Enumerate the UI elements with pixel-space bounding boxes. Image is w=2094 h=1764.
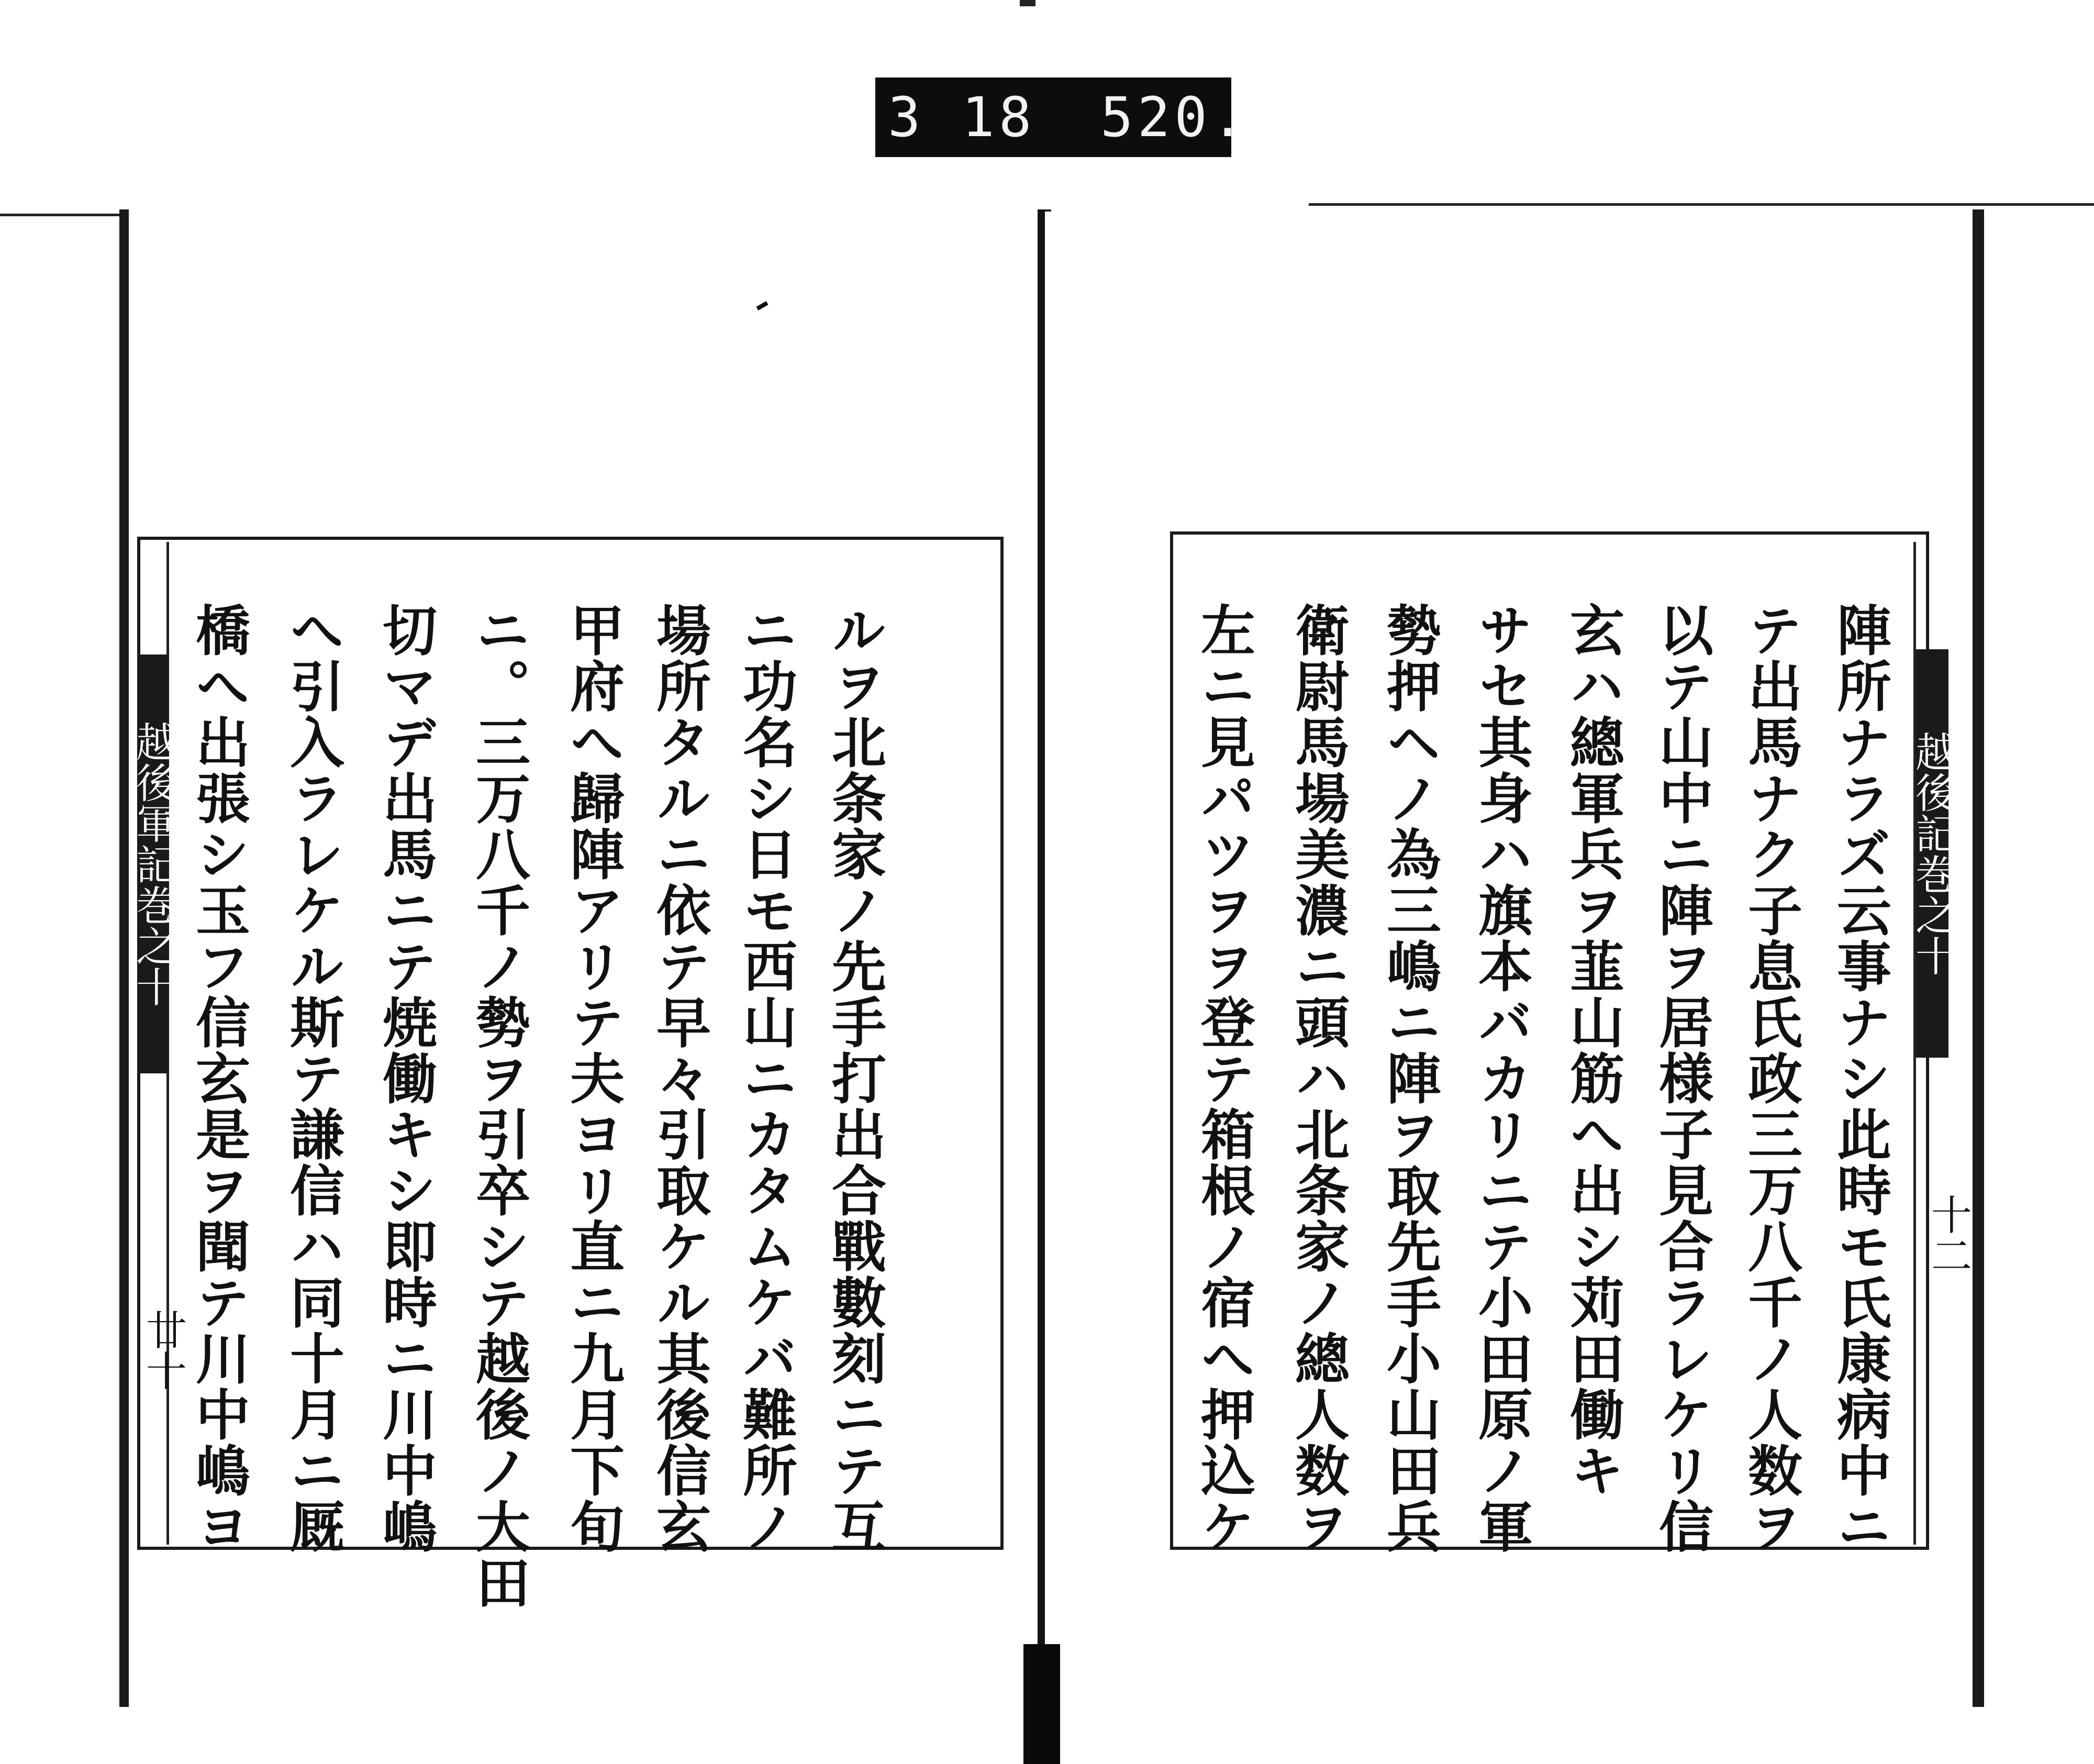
right-column-8: 左ニ見パツヲヲ登テ箱根ノ宿へ押込ケ — [1191, 602, 1256, 1555]
left-chapter-title: 越後軍記巻之十 — [129, 721, 176, 1007]
stamp-right-number: 520. — [1100, 85, 1249, 149]
right-column-5: サセ其身ハ旗本バカリニテ小田原ノ軍 — [1469, 602, 1533, 1555]
left-column-5: ニ。三万八千ノ勢ヲ引卒シテ越後ノ大田 — [466, 602, 531, 1611]
left-column-3: 場所タルニ依テ早々引取ケル其後信玄 — [647, 602, 711, 1555]
right-column-2: テ出馬ナク子息氏政三万八千ノ人数ヲ — [1739, 602, 1803, 1555]
spine-binding-block — [1023, 1644, 1060, 1764]
left-column-4: 甲府へ歸陣アリテ夫ヨリ直ニ九月下旬 — [561, 602, 625, 1555]
right-text-frame — [1170, 531, 1929, 1550]
book-spine — [1038, 209, 1045, 1764]
right-column-1: 陣所ナラズ云事ナシ此時モ氏康病中ニ — [1828, 602, 1892, 1555]
right-column-6: 勢押ヘノ為三嶋ニ陣ヲ取先手小山田兵 — [1377, 602, 1442, 1555]
right-leaf-number: 十二 — [1924, 1194, 1972, 1275]
right-chapter-title: 越後記巻之十 — [1909, 731, 1956, 976]
left-column-6: 切マデ出馬ニテ焼働キシ即時ニ川中嶋 — [373, 602, 438, 1555]
left-column-2: ニ功名シ日モ西山ニカタムケバ難所ノ — [733, 602, 798, 1555]
left-chapter-tab — [129, 654, 176, 1073]
right-column-3: 以テ山中ニ陣ヲ居様子見合ラレケリ信 — [1650, 602, 1714, 1555]
top-rule-right — [1309, 203, 2094, 206]
top-edge-mark — [1020, 0, 1035, 6]
right-column-7: 衛尉馬場美濃ニ頭ハ北条家ノ總人数ヲ — [1286, 602, 1350, 1555]
right-chapter-tab — [1909, 649, 1956, 1058]
left-leaf-number: 廿十 — [139, 1309, 186, 1391]
left-column-7: へ引入ラレケル斯テ謙信ハ同十月ニ厩 — [281, 602, 345, 1555]
stamp-left-number: 3 18 — [888, 85, 1036, 149]
left-column-1: ルヲ北条家ノ先手打出合戰數刻ニテ互 — [822, 602, 887, 1555]
archive-stamp — [875, 77, 1249, 157]
left-column-8: 橋へ出張シ玉フ信玄是ヲ聞テ川中嶋ヨ — [186, 602, 251, 1555]
right-column-4: 玄ハ總軍兵ヲ韮山筋へ出シ苅田働キ — [1561, 602, 1625, 1499]
